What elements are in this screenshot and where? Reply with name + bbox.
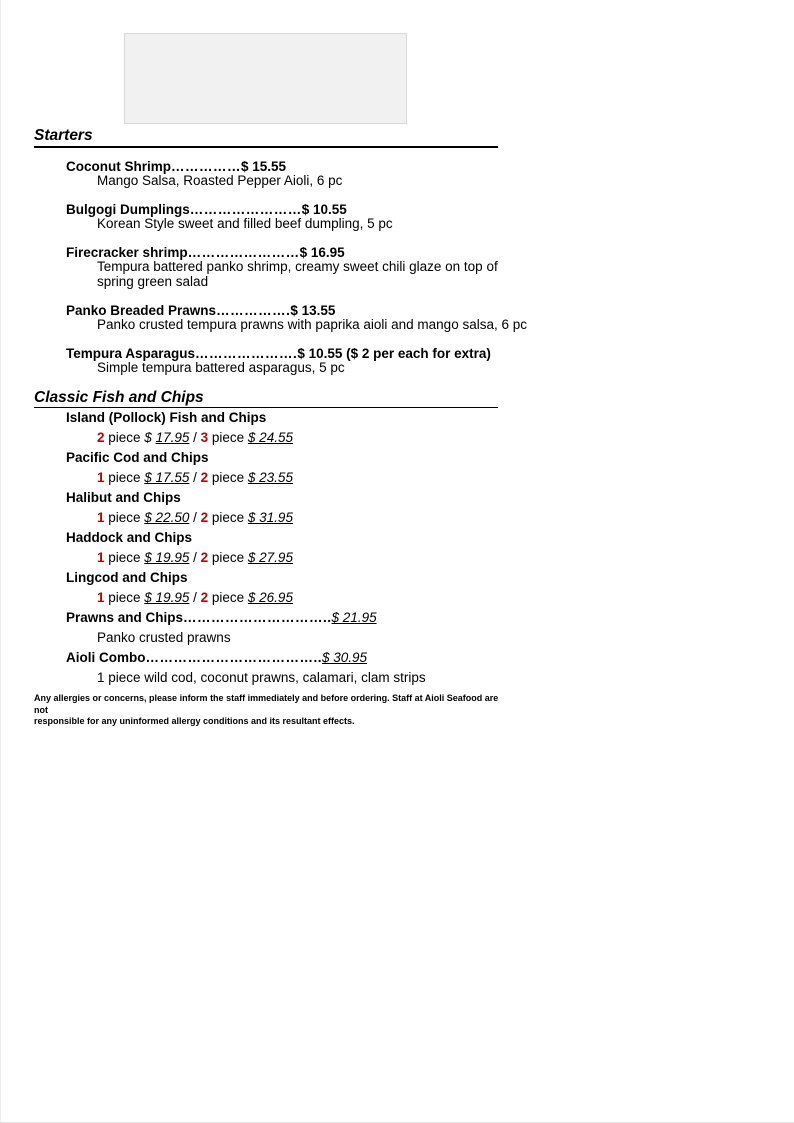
allergy-disclaimer xyxy=(34,693,504,728)
fish-and-chips-list xyxy=(66,408,706,688)
price-separator: / xyxy=(189,470,201,485)
item-description: Tempura battered panko shrimp, creamy sweet chili glaze on top of xyxy=(97,259,498,275)
item-description: Simple tempura battered asparagus, 5 pc xyxy=(97,359,345,375)
quantity-value: 2 xyxy=(200,510,209,525)
fish-item-prices xyxy=(66,548,706,568)
item-description: Panko crusted prawns xyxy=(97,630,231,645)
piece-label: piece xyxy=(208,430,248,445)
quantity-value: 1 xyxy=(97,470,105,485)
item-name: Prawns and Chips xyxy=(66,610,184,625)
price-separator: / xyxy=(189,510,201,525)
piece-label: piece xyxy=(208,470,248,485)
dotted-leader: ………………………….. xyxy=(183,610,332,625)
fish-item-prices xyxy=(66,468,706,488)
fish-item-name: Haddock and Chips xyxy=(66,530,193,545)
item-price: $ 13.55 xyxy=(290,302,336,318)
dotted-leader: ……………. xyxy=(216,302,291,318)
fish-item-prices xyxy=(66,588,706,608)
quantity-value: 1 xyxy=(97,550,105,565)
price-value: $ 19.95 xyxy=(144,550,190,565)
menu-image-placeholder xyxy=(124,33,407,124)
item-description: 1 piece wild cod, coconut prawns, calamari, clam strips xyxy=(97,670,426,685)
item-price-note: ($ 2 per each for extra) xyxy=(342,345,491,361)
dotted-leader: …………… xyxy=(171,159,241,174)
item-title-line xyxy=(66,160,706,174)
fish-item-title-line xyxy=(66,608,706,628)
quantity-value: 2 xyxy=(200,550,209,565)
fish-item-name: Lingcod and Chips xyxy=(66,570,188,585)
item-name: Tempura Asparagus xyxy=(66,345,196,361)
item-name: Firecracker shrimp xyxy=(66,245,188,261)
price-value: 17.95 xyxy=(155,430,190,445)
item-description-line2: spring green salad xyxy=(97,273,209,289)
item-description: Mango Salsa, Roasted Pepper Aioli, 6 pc xyxy=(97,173,343,189)
quantity-value: 1 xyxy=(97,510,105,525)
item-price: $ 10.55 xyxy=(297,345,343,361)
price-value: $ 31.95 xyxy=(247,510,293,525)
quantity-value: 2 xyxy=(97,430,105,445)
currency-prefix: $ xyxy=(144,430,156,445)
piece-label: piece xyxy=(104,550,145,565)
item-title-line xyxy=(66,246,706,260)
piece-label: piece xyxy=(104,590,145,605)
item-name: Aioli Combo xyxy=(66,650,146,665)
menu-item-panko-breaded-prawns xyxy=(66,304,706,333)
starters-list xyxy=(66,160,706,390)
piece-label: piece xyxy=(208,550,248,565)
dotted-leader: …………………… xyxy=(189,202,302,218)
starters-section-heading: Starters xyxy=(34,127,498,148)
item-name: Panko Breaded Prawns xyxy=(66,302,217,318)
allergy-disclaimer-line1: Any allergies or concerns, please inform the staff immediately and before ordering. Staff at Aioli Seafood are not xyxy=(34,693,499,715)
fish-item-prices xyxy=(66,508,706,528)
menu-item-firecracker-shrimp xyxy=(66,246,706,289)
price-value: $ 24.55 xyxy=(247,430,293,445)
price-value: $ 27.95 xyxy=(247,550,293,565)
price-separator: / xyxy=(189,590,201,605)
fish-item-name: Halibut and Chips xyxy=(66,490,181,505)
price-separator: / xyxy=(189,550,201,565)
fish-item-name: Island (Pollock) Fish and Chips xyxy=(66,410,267,425)
price-value: $ 17.55 xyxy=(144,470,190,485)
allergy-disclaimer-line2: responsible for any uninformed allergy conditions and its resultant effects. xyxy=(34,716,355,726)
item-title-line xyxy=(66,304,706,318)
price-value: $ 23.55 xyxy=(247,470,293,485)
fish-item-name: Pacific Cod and Chips xyxy=(66,450,209,465)
quantity-value: 3 xyxy=(200,430,209,445)
quantity-value: 2 xyxy=(200,470,209,485)
dotted-leader: ……………………………….. xyxy=(145,650,323,665)
piece-label: piece xyxy=(104,510,145,525)
menu-item-bulgogi-dumplings xyxy=(66,203,706,232)
price-value: $ 22.50 xyxy=(144,510,190,525)
item-name: Bulgogi Dumplings xyxy=(66,202,190,218)
item-title-line xyxy=(66,203,706,217)
piece-label: piece xyxy=(104,470,145,485)
fish-and-chips-section-heading: Classic Fish and Chips xyxy=(34,389,498,408)
piece-label: piece xyxy=(104,430,145,445)
quantity-value: 2 xyxy=(200,590,209,605)
item-description: Panko crusted tempura prawns with paprika aioli and mango salsa, 6 pc xyxy=(97,316,527,332)
price-value: $ 26.95 xyxy=(247,590,293,605)
price-value: $ 21.95 xyxy=(331,610,377,625)
quantity-value: 1 xyxy=(97,590,105,605)
item-price: $ 15.55 xyxy=(241,159,287,174)
menu-item-tempura-asparagus xyxy=(66,347,706,376)
item-price: $ 10.55 xyxy=(301,202,347,218)
dotted-leader: …………………. xyxy=(195,345,298,361)
item-price: $ 16.95 xyxy=(299,245,345,261)
menu-item-coconut-shrimp xyxy=(66,160,706,189)
piece-label: piece xyxy=(208,590,248,605)
piece-label: piece xyxy=(208,510,248,525)
price-value: $ 30.95 xyxy=(322,650,368,665)
dotted-leader: …………………… xyxy=(187,245,300,261)
fish-item-title-line xyxy=(66,648,706,668)
item-title-line xyxy=(66,347,706,361)
item-name: Coconut Shrimp xyxy=(66,159,171,174)
price-value: $ 19.95 xyxy=(144,590,190,605)
fish-item-prices xyxy=(66,428,706,448)
item-description: Korean Style sweet and filled beef dumpling, 5 pc xyxy=(97,216,393,232)
price-separator: / xyxy=(189,430,201,445)
